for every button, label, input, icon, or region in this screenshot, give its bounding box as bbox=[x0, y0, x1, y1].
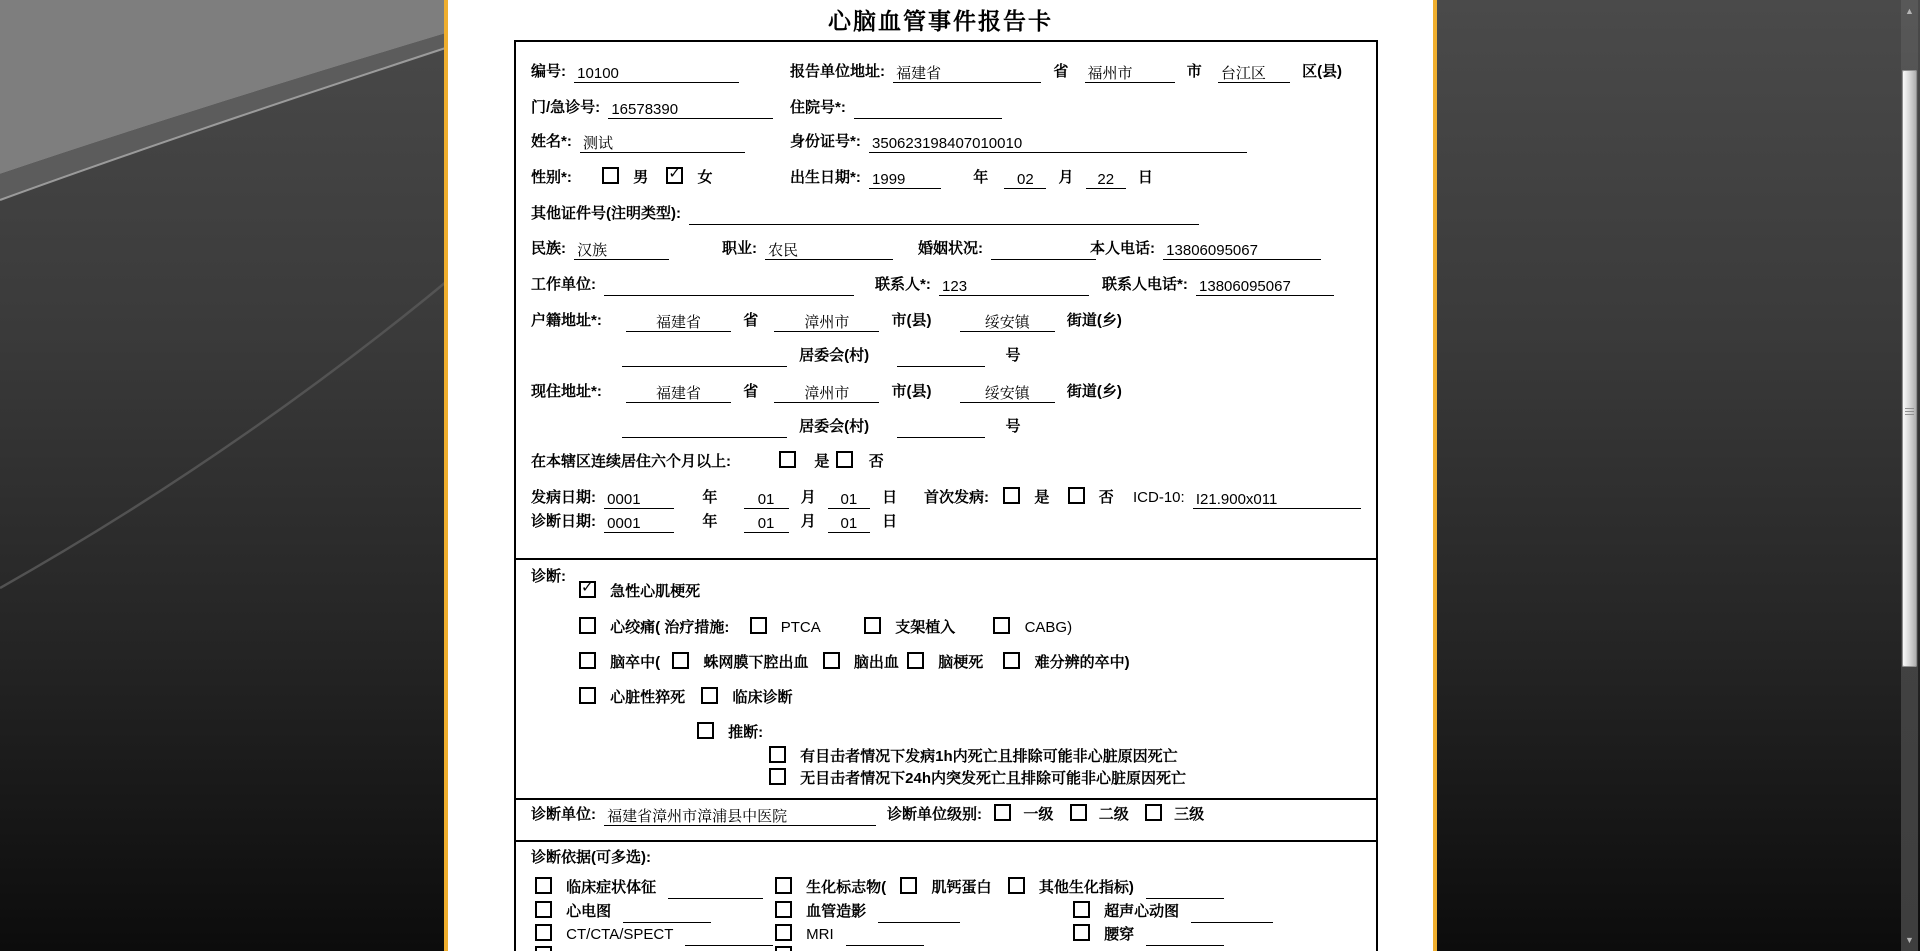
report-city-field[interactable]: 福州市 bbox=[1085, 63, 1175, 83]
hukou-address-label: 户籍地址*: bbox=[531, 312, 602, 329]
ct-cta-spect-label: CT/CTA/SPECT bbox=[566, 926, 674, 943]
other-biomarker-label: 其他生化指标) bbox=[1038, 879, 1134, 896]
checkbox-angiography[interactable] bbox=[775, 901, 792, 918]
unwitnessed-death-label: 无目击者情况下24h内突发死亡且排除可能非心脏原因死亡 bbox=[800, 770, 1187, 787]
row-ami bbox=[516, 581, 1376, 603]
sah-label: 蛛网膜下腔出血 bbox=[703, 654, 809, 671]
checkbox-clipped-row[interactable] bbox=[775, 946, 792, 951]
cabg-label: CABG) bbox=[1024, 619, 1073, 636]
checkbox-unwitnessed-death[interactable] bbox=[769, 768, 786, 785]
row-evidence-c bbox=[516, 924, 1376, 946]
checkbox-male[interactable] bbox=[602, 167, 619, 184]
checkbox-infarct[interactable] bbox=[907, 652, 924, 669]
contact-phone-label: 联系人电话*: bbox=[1102, 276, 1188, 293]
no-label: 否 bbox=[868, 453, 884, 470]
stroke-label: 脑卒中( bbox=[610, 654, 661, 671]
checkbox-other-biomarker[interactable] bbox=[1008, 877, 1025, 894]
checkbox-level-1[interactable] bbox=[994, 804, 1011, 821]
diagnosis-label: 诊断: bbox=[531, 568, 566, 585]
ct-cta-spect-field[interactable] bbox=[685, 926, 773, 946]
row-work-contact bbox=[516, 274, 1376, 296]
contact-label: 联系人*: bbox=[875, 276, 931, 293]
row-evidence-b bbox=[516, 901, 1376, 923]
report-form-box bbox=[514, 40, 1378, 951]
row-angina bbox=[516, 617, 1376, 639]
birth-month-field[interactable]: 02 bbox=[1004, 169, 1046, 189]
report-district-field[interactable]: 台江区 bbox=[1218, 63, 1290, 83]
ecg-field[interactable] bbox=[623, 903, 711, 923]
committee-suffix: 居委会(村) bbox=[799, 418, 870, 435]
row-evidence-a bbox=[516, 877, 1376, 899]
row-sudden-cardiac-death bbox=[516, 687, 1376, 709]
checkbox-clinical-diagnosis[interactable] bbox=[701, 687, 718, 704]
row-gender-birth bbox=[516, 167, 1376, 189]
birth-day-field[interactable]: 22 bbox=[1086, 169, 1126, 189]
checkbox-inference[interactable] bbox=[697, 722, 714, 739]
month-suffix: 月 bbox=[800, 489, 816, 506]
lumbar-puncture-label: 腰穿 bbox=[1104, 926, 1135, 943]
row-current-committee bbox=[516, 416, 1376, 438]
section-divider bbox=[516, 558, 1376, 560]
onset-day-field[interactable]: 01 bbox=[828, 489, 870, 509]
sudden-cardiac-death-label: 心脏性猝死 bbox=[610, 689, 686, 706]
checkbox-undetermined-stroke[interactable] bbox=[1003, 652, 1020, 669]
contact-field[interactable]: 123 bbox=[939, 276, 1089, 296]
other-id-field[interactable] bbox=[689, 205, 1199, 225]
onset-year-field[interactable]: 0001 bbox=[604, 489, 674, 509]
scrollbar-thumb[interactable] bbox=[1902, 70, 1917, 667]
infarct-label: 脑梗死 bbox=[938, 654, 984, 671]
report-page bbox=[444, 0, 1437, 951]
angiography-field[interactable] bbox=[878, 903, 960, 923]
row-stroke bbox=[516, 652, 1376, 674]
checkbox-residence-no[interactable] bbox=[836, 451, 853, 468]
current-town-field[interactable]: 绥安镇 bbox=[960, 383, 1055, 403]
diagnosis-month-field[interactable]: 01 bbox=[744, 513, 789, 533]
personal-phone-field[interactable]: 13806095067 bbox=[1163, 240, 1321, 260]
province-suffix: 省 bbox=[743, 383, 759, 400]
checkbox-ptca[interactable] bbox=[750, 617, 767, 634]
checkbox-lumbar-puncture[interactable] bbox=[1073, 924, 1090, 941]
birth-date-label: 出生日期*: bbox=[790, 169, 861, 186]
row-onset-date bbox=[516, 487, 1376, 509]
other-id-label: 其他证件号(注明类型): bbox=[531, 205, 681, 222]
witnessed-death-label: 有目击者情况下发病1h内死亡且排除可能非心脏原因死亡 bbox=[800, 748, 1178, 765]
occupation-field[interactable]: 农民 bbox=[765, 240, 893, 260]
ich-label: 脑出血 bbox=[853, 654, 899, 671]
checkbox-biomarker[interactable] bbox=[775, 877, 792, 894]
diagnosis-date-label: 诊断日期: bbox=[531, 513, 596, 530]
contact-phone-field[interactable]: 13806095067 bbox=[1196, 276, 1334, 296]
inpatient-number-field[interactable] bbox=[854, 99, 1002, 119]
angina-label: 心绞痛( 治疗措施: bbox=[610, 619, 730, 636]
icd10-label: ICD-10: bbox=[1133, 489, 1185, 506]
scroll-down-icon[interactable]: ▼ bbox=[1905, 935, 1914, 945]
marital-label: 婚姻状况: bbox=[918, 240, 983, 257]
female-label: 女 bbox=[697, 169, 713, 186]
clinical-diagnosis-label: 临床诊断 bbox=[732, 689, 793, 706]
echocardiogram-field[interactable] bbox=[1191, 903, 1273, 923]
day-suffix: 日 bbox=[1137, 169, 1153, 186]
row-unwitnessed-death bbox=[516, 768, 1376, 790]
city-county-suffix: 市(县) bbox=[891, 312, 932, 329]
street-suffix: 街道(乡) bbox=[1066, 383, 1122, 400]
checkbox-stent[interactable] bbox=[864, 617, 881, 634]
serial-field[interactable]: 10100 bbox=[574, 63, 739, 83]
section-divider bbox=[516, 840, 1376, 842]
ethnic-label: 民族: bbox=[531, 240, 566, 257]
name-field[interactable]: 测试 bbox=[580, 133, 745, 153]
diagnosis-unit-field[interactable]: 福建省漳州市漳浦县中医院 bbox=[604, 806, 876, 826]
checkbox-mri[interactable] bbox=[775, 924, 792, 941]
ecg-label: 心电图 bbox=[566, 903, 612, 920]
month-suffix: 月 bbox=[800, 513, 816, 530]
row-other-id bbox=[516, 203, 1376, 225]
level-3-label: 三级 bbox=[1174, 806, 1205, 823]
mri-field[interactable] bbox=[846, 926, 924, 946]
current-address-label: 现住地址*: bbox=[531, 383, 602, 400]
onset-month-field[interactable]: 01 bbox=[744, 489, 789, 509]
district-suffix: 区(县) bbox=[1302, 63, 1343, 80]
checkbox-troponin[interactable] bbox=[900, 877, 917, 894]
row-diagnosis-unit bbox=[516, 804, 1376, 826]
month-suffix: 月 bbox=[1058, 169, 1074, 186]
checkbox-echocardiogram[interactable] bbox=[1073, 901, 1090, 918]
checkbox-ct-cta-spect[interactable] bbox=[535, 924, 552, 941]
row-serial-address bbox=[516, 61, 1376, 83]
year-suffix: 年 bbox=[702, 489, 718, 506]
checkbox-ich[interactable] bbox=[823, 652, 840, 669]
checkbox-level-3[interactable] bbox=[1145, 804, 1162, 821]
yes-label: 是 bbox=[814, 453, 830, 470]
vertical-scrollbar[interactable] bbox=[1901, 0, 1918, 951]
first-onset-label: 首次发病: bbox=[924, 489, 989, 506]
row-inference bbox=[516, 722, 1376, 744]
province-suffix: 省 bbox=[743, 312, 759, 329]
work-unit-label: 工作单位: bbox=[531, 276, 596, 293]
city-suffix: 市 bbox=[1186, 63, 1202, 80]
male-label: 男 bbox=[633, 169, 649, 186]
id-number-label: 身份证号*: bbox=[790, 133, 861, 150]
checkbox-sudden-cardiac-death[interactable] bbox=[579, 687, 596, 704]
marital-field[interactable] bbox=[991, 240, 1096, 260]
row-opd-inpatient bbox=[516, 97, 1376, 119]
unit-level-label: 诊断单位级别: bbox=[887, 806, 982, 823]
row-residence-six-months bbox=[516, 451, 1376, 473]
undetermined-stroke-label: 难分辨的卒中) bbox=[1034, 654, 1130, 671]
work-unit-field[interactable] bbox=[604, 276, 854, 296]
yes-label: 是 bbox=[1034, 489, 1050, 506]
day-suffix: 日 bbox=[882, 489, 898, 506]
row-diagnosis-date bbox=[516, 511, 1376, 533]
checkbox-clinical-signs[interactable] bbox=[535, 877, 552, 894]
evidence-label: 诊断依据(可多选): bbox=[531, 849, 651, 866]
inference-label: 推断: bbox=[728, 724, 764, 741]
section-divider bbox=[516, 798, 1376, 800]
row-ethnic-occupation bbox=[516, 238, 1376, 260]
inpatient-number-label: 住院号*: bbox=[790, 99, 846, 116]
page-title: 心脑血管事件报告卡 bbox=[828, 8, 1053, 34]
id-number-field[interactable]: 350623198407010010 bbox=[869, 133, 1247, 153]
checkbox-ecg[interactable] bbox=[535, 901, 552, 918]
opd-number-label: 门/急诊号: bbox=[531, 99, 601, 116]
checkbox-ami[interactable] bbox=[579, 581, 596, 598]
street-suffix: 街道(乡) bbox=[1066, 312, 1122, 329]
occupation-label: 职业: bbox=[722, 240, 757, 257]
ethnic-field[interactable]: 汉族 bbox=[574, 240, 669, 260]
checkbox-residence-yes[interactable] bbox=[779, 451, 796, 468]
checkbox-witnessed-death[interactable] bbox=[769, 746, 786, 763]
diagnosis-unit-label: 诊断单位: bbox=[531, 806, 596, 823]
ptca-label: PTCA bbox=[780, 619, 820, 636]
checkbox-first-onset-yes[interactable] bbox=[1003, 487, 1020, 504]
serial-label: 编号: bbox=[531, 63, 566, 80]
hukou-house-number-field[interactable] bbox=[897, 347, 985, 367]
diagnosis-day-field[interactable]: 01 bbox=[828, 513, 870, 533]
hukou-committee-field[interactable] bbox=[622, 347, 787, 367]
checkbox-angina[interactable] bbox=[579, 617, 596, 634]
opd-number-field[interactable]: 16578390 bbox=[608, 99, 773, 119]
no-label: 否 bbox=[1098, 489, 1114, 506]
current-house-number-field[interactable] bbox=[897, 418, 985, 438]
biomarker-field[interactable] bbox=[1146, 879, 1224, 899]
province-suffix: 省 bbox=[1053, 63, 1069, 80]
troponin-label: 肌钙蛋白 bbox=[931, 879, 992, 896]
name-label: 姓名*: bbox=[531, 133, 572, 150]
checkbox-level-2[interactable] bbox=[1070, 804, 1087, 821]
row-hukou-address bbox=[516, 310, 1376, 332]
year-suffix: 年 bbox=[973, 169, 989, 186]
checkbox-cabg[interactable] bbox=[993, 617, 1010, 634]
current-committee-field[interactable] bbox=[622, 418, 787, 438]
day-suffix: 日 bbox=[882, 513, 898, 530]
personal-phone-label: 本人电话: bbox=[1090, 240, 1155, 257]
biomarker-label: 生化标志物( bbox=[806, 879, 887, 896]
echocardiogram-label: 超声心动图 bbox=[1104, 903, 1180, 920]
city-county-suffix: 市(县) bbox=[891, 383, 932, 400]
current-province-field[interactable]: 福建省 bbox=[626, 383, 731, 403]
mri-label: MRI bbox=[806, 926, 834, 943]
number-suffix: 号 bbox=[1005, 418, 1021, 435]
residence-label: 在本辖区连续居住六个月以上: bbox=[531, 453, 731, 470]
birth-year-field[interactable]: 1999 bbox=[869, 169, 941, 189]
row-witnessed-death bbox=[516, 746, 1376, 768]
level-2-label: 二级 bbox=[1098, 806, 1129, 823]
row-name-id bbox=[516, 131, 1376, 153]
icd10-field[interactable]: I21.900x011 bbox=[1193, 489, 1361, 509]
lumbar-puncture-field[interactable] bbox=[1146, 926, 1224, 946]
clinical-signs-label: 临床症状体征 bbox=[566, 879, 657, 896]
checkbox-sah[interactable] bbox=[672, 652, 689, 669]
number-suffix: 号 bbox=[1005, 347, 1021, 364]
report-address-label: 报告单位地址: bbox=[790, 63, 885, 80]
hukou-city-field[interactable]: 漳州市 bbox=[774, 312, 879, 332]
hukou-province-field[interactable]: 福建省 bbox=[626, 312, 731, 332]
checkbox-clipped-row[interactable] bbox=[535, 946, 552, 951]
clinical-signs-field[interactable] bbox=[668, 879, 763, 899]
stent-label: 支架植入 bbox=[895, 619, 956, 636]
angiography-label: 血管造影 bbox=[806, 903, 867, 920]
committee-suffix: 居委会(村) bbox=[799, 347, 870, 364]
row-evidence-header bbox=[516, 847, 1376, 869]
current-city-field[interactable]: 漳州市 bbox=[774, 383, 879, 403]
report-province-field[interactable]: 福建省 bbox=[893, 63, 1041, 83]
row-current-address bbox=[516, 381, 1376, 403]
gender-label: 性别*: bbox=[531, 169, 572, 186]
year-suffix: 年 bbox=[702, 513, 718, 530]
level-1-label: 一级 bbox=[1023, 806, 1054, 823]
row-hukou-committee bbox=[516, 345, 1376, 367]
onset-date-label: 发病日期: bbox=[531, 489, 596, 506]
checkbox-stroke[interactable] bbox=[579, 652, 596, 669]
checkbox-first-onset-no[interactable] bbox=[1068, 487, 1085, 504]
ami-label: 急性心肌梗死 bbox=[610, 583, 701, 600]
hukou-town-field[interactable]: 绥安镇 bbox=[960, 312, 1055, 332]
checkbox-female[interactable] bbox=[666, 167, 683, 184]
diagnosis-year-field[interactable]: 0001 bbox=[604, 513, 674, 533]
scroll-up-icon[interactable]: ▲ bbox=[1905, 6, 1914, 16]
